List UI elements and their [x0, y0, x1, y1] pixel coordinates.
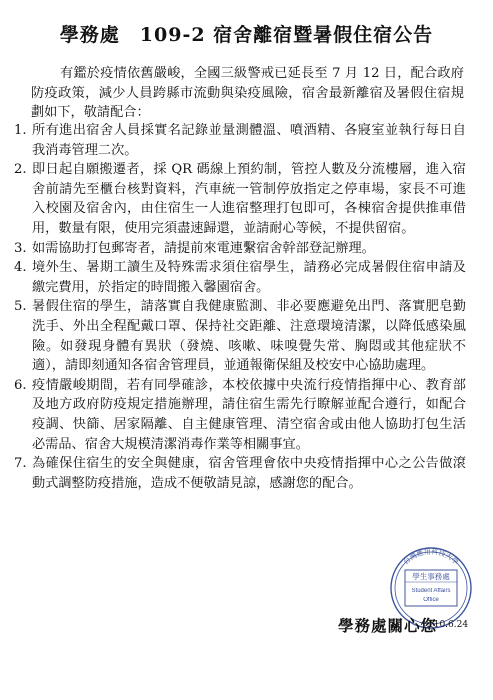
list-item-text: 為確保住宿生的安全與健康，宿舍管理會依中央疫情指揮中心之公告做滾動式調整防疫措施，造成不便敬請見諒，感謝您的配合。 [32, 456, 466, 491]
seal-inner-top: 學生事務處 [412, 572, 450, 581]
list-item-number: 3. [14, 240, 27, 256]
list-item-number: 6. [14, 377, 27, 393]
signature: 學務處關心您 [338, 616, 438, 635]
list-item [14, 160, 466, 238]
page-title: 學務處 109-2 宿舍離宿暨暑假住宿公告 [59, 24, 434, 46]
list-item [14, 121, 466, 160]
list-item-number: 7. [14, 456, 27, 472]
notice-list [14, 121, 466, 493]
list-item [14, 258, 466, 297]
list-item-text: 如需協助打包郵寄者，請提前來電連繫宿舍幹部登記辦理。 [32, 240, 375, 256]
list-item-text: 暑假住宿的學生，請落實自我健康監測、非必要應避免出門、落實肥皂勤洗手、外出全程配戴口罩、保持社交距離、注意環境清潔，以降低感染風險。如發現身體有異狀（發燒、咳嗽、味嗅覺失常、胸悶或其他症狀不適），請即刻通知各宿舍管理員，並通報衛保組及校安中心協助處理。 [32, 299, 466, 374]
list-item-number: 2. [14, 162, 27, 178]
seal-inner-en1: Student Affairs [411, 588, 451, 594]
list-item-text: 疫情嚴峻期間，若有同學確診，本校依據中央流行疫情指揮中心、教育部及地方政府防疫規定措施辦理，請住宿生需先行瞭解並配合遵行，如配合疫調、快篩、居家隔離、自主健康管理、清空宿舍或由他人協助打包生活必需品、宿舍大規模清潔消毒作業等相關事宜。 [32, 377, 466, 452]
list-item-text: 所有進出宿舍人員採實名記錄並量測體溫、噴酒精、各寢室並執行每日自我消毒管理二次。 [32, 123, 466, 158]
list-item [14, 454, 466, 493]
list-item-number: 4. [14, 260, 27, 276]
date-label: 110.6.24 [428, 620, 469, 630]
list-item-number: 1. [14, 123, 27, 138]
list-item-text: 境外生、暑期工讀生及特殊需求須住宿學生，請務必完成暑假住宿申請及繳完費用，於指定的時間搬入馨園宿舍。 [32, 260, 466, 295]
intro-paragraph: 有鑑於疫情依舊嚴峻，全國三級警戒已延長至 7 月 12 日，配合政府防疫政策，減少人員跨縣市流動與染疫風險，宿舍最新離宿及暑假住宿規劃如下，敬請配合： [31, 66, 464, 121]
list-item-number: 5. [14, 299, 27, 315]
list-item [14, 297, 466, 375]
list-item [14, 239, 466, 259]
list-item-text: 即日起自願搬遷者，採 QR 碼線上預約制，管控人數及分流樓層，進入宿舍前請先至櫃台核對資料，汽車統一管制停放指定之停車場，家長不可進入校園及宿舍內，由住宿生一人進宿整理打包即可，各棟宿舍提供推車借用，數量有限，使用完須盡速歸還，並請耐心等候，不提供留宿。 [32, 162, 466, 236]
list-item [14, 376, 466, 454]
seal-inner-en2: Office [423, 597, 439, 603]
seal-outer-text: 台灣應用科技大學 [401, 547, 461, 567]
